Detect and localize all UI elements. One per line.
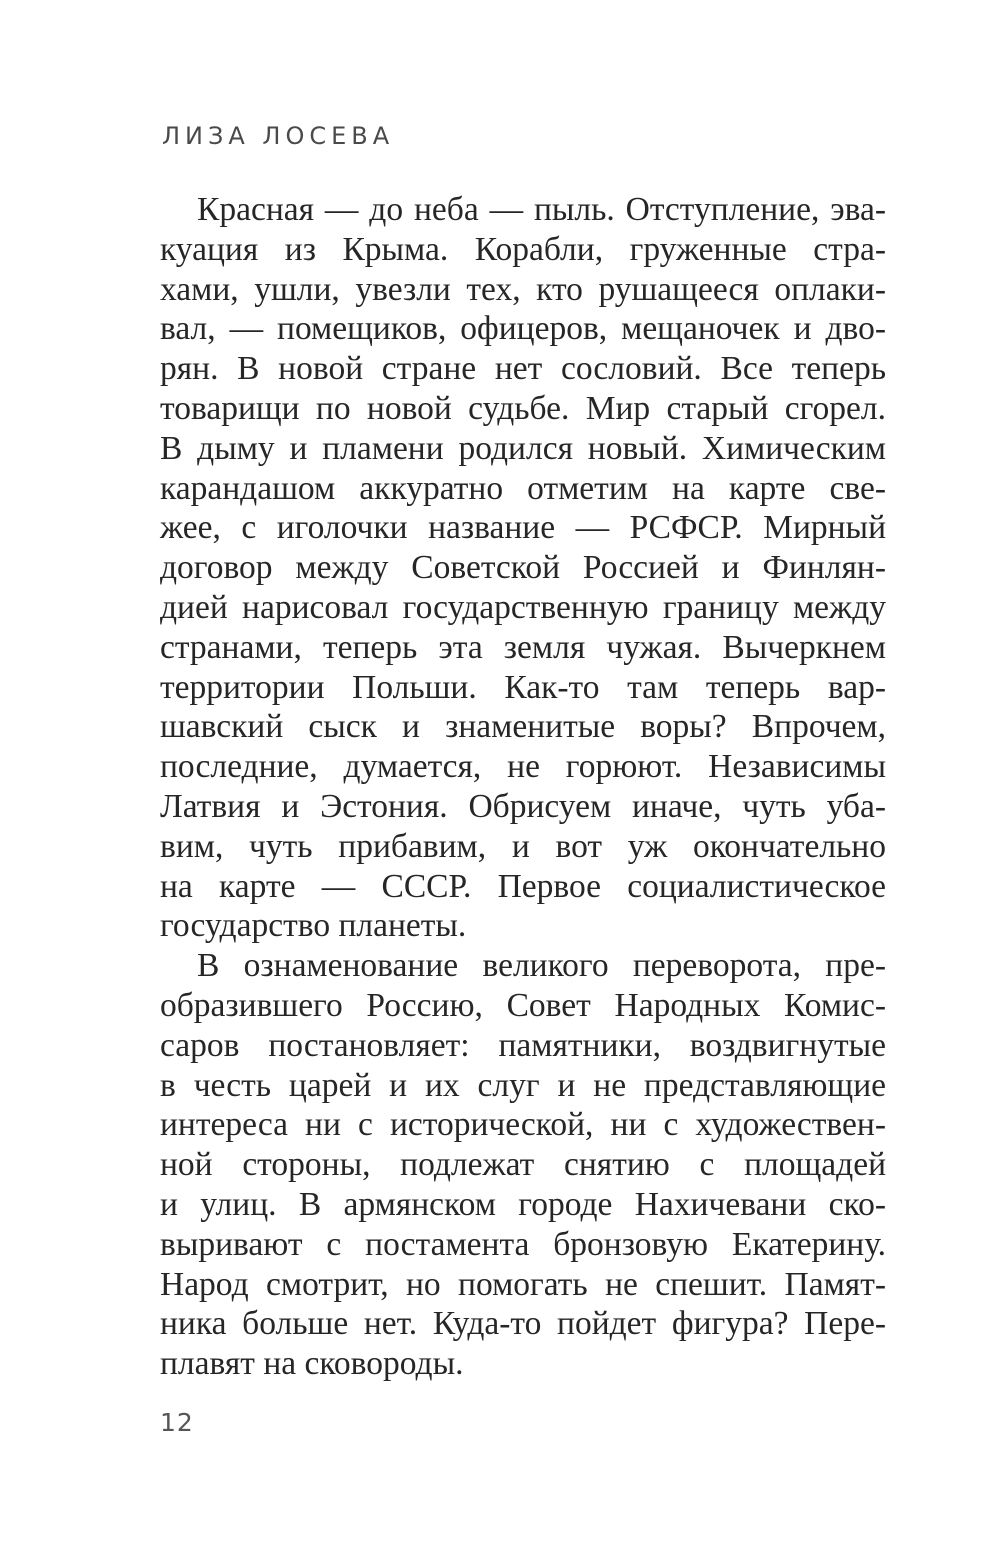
text-line: Красная — до неба — пыль. Отступление, эва- [197,191,886,228]
text-line: плавят на сковороды. [160,1345,464,1383]
text-line: товарищи по новой судьбе. Мир старый сгорел. [160,389,886,427]
text-line: рян. В новой стране нет сословий. Все теперь [160,350,886,388]
text-line: договор между Советской Россией и Финлян- [160,549,886,587]
text-line: саров постановляет: памятники, воздвигнутые [160,1026,886,1064]
text-line: вим, чуть прибавим, и вот уж окончательно [160,827,886,865]
text-line: территории Польши. Как-то там теперь вар- [160,668,886,706]
text-line: образившего Россию, Совет Народных Комис- [160,986,886,1024]
text-line: дией нарисовал государственную границу между [160,588,886,626]
text-line: куация из Крыма. Корабли, груженные стра- [160,230,886,268]
paragraph-2 [160,946,886,1384]
text-line: в честь царей и их слуг и не представляющие [160,1066,886,1104]
text-line: ной стороны, подлежат снятию с площадей [160,1146,886,1184]
text-line: странами, теперь эта земля чужая. Вычеркнем [160,628,886,666]
text-line: Латвия и Эстония. Обрисуем иначе, чуть уба- [160,787,886,825]
paragraph-1 [160,190,886,946]
page-number: 12 [160,1408,194,1437]
text-line: шавский сыск и знаменитые воры? Впрочем, [160,708,886,746]
text-line: карандашом аккуратно отметим на карте све- [160,469,886,507]
text-line: последние, думается, не горюют. Независимы [160,748,886,786]
running-head: ЛИЗА ЛОСЕВА [162,122,395,150]
text-line: вал, — помещиков, офицеров, мещаночек и дво- [160,310,886,348]
text-line: интереса ни с исторической, ни с художествен- [160,1106,886,1144]
text-line: жее, с иголочки название — РСФСР. Мирный [160,509,886,547]
text-line: ника больше нет. Куда-то пойдет фигура? Пере- [160,1305,886,1343]
text-line: и улиц. В армянском городе Нахичевани ско- [160,1185,886,1223]
text-line: Народ смотрит, но помогать не спешит. Памят- [160,1265,886,1303]
text-line: государство планеты. [160,907,467,945]
text-line: хами, ушли, увезли тех, кто рушащееся оплаки- [160,270,886,308]
body-text [160,190,886,1384]
text-line: В дыму и пламени родился новый. Химическим [160,429,886,467]
text-line: В ознаменование великого переворота, пре- [197,947,886,985]
text-line: на карте — СССР. Первое социалистическое [160,867,886,905]
text-line: выривают с постамента бронзовую Екатерину. [160,1225,886,1263]
